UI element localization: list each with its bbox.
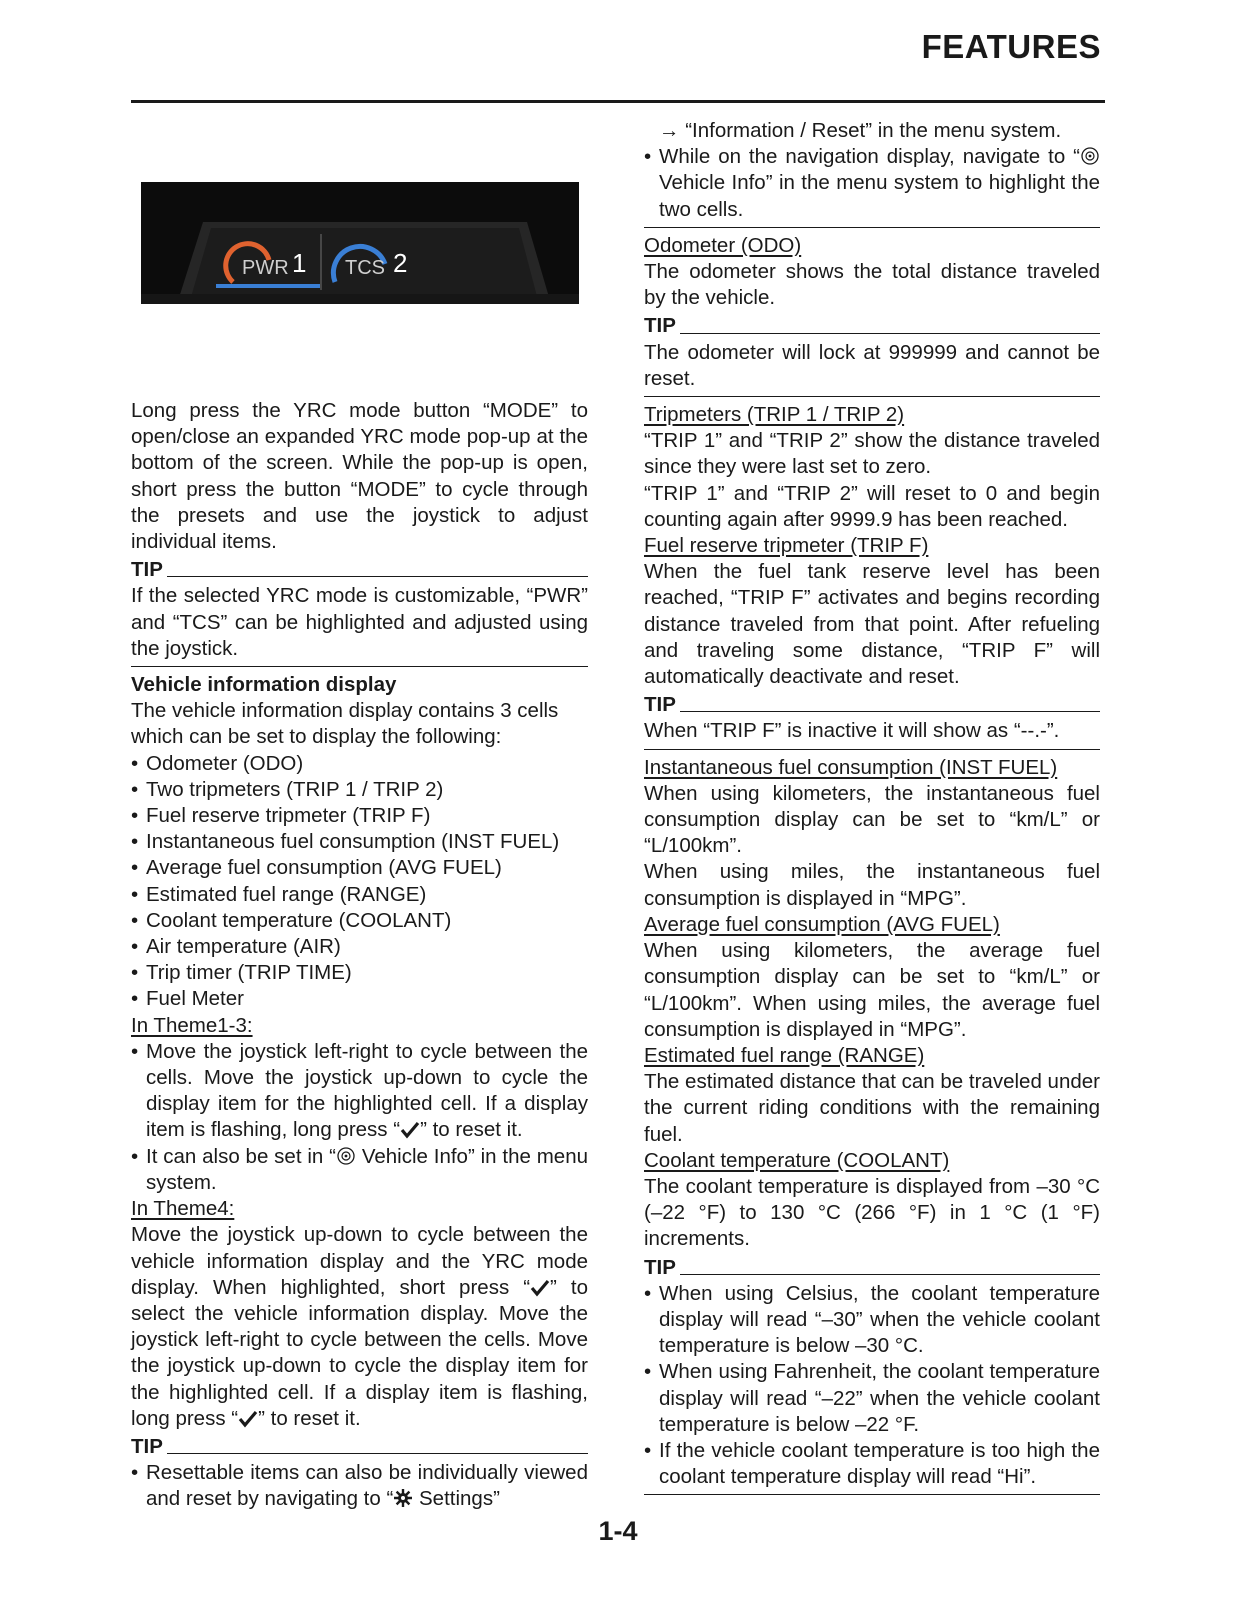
avg-heading: Average fuel consumption (AVG FUEL) <box>644 912 1000 936</box>
list-item: • Estimated fuel range (RANGE) <box>131 882 588 908</box>
vehicle-info-icon <box>1080 146 1100 166</box>
check-icon <box>238 1410 258 1428</box>
tip-bullet: • If the vehicle coolant temperature is too high the coolant temperature display will read “Hi”. <box>644 1438 1100 1490</box>
inst-heading: Instantaneous fuel consumption (INST FUEL) <box>644 755 1058 779</box>
tip-bullet: • When using Fahrenheit, the coolant temperature display will read “–22” when the vehicle coolant temperature is below –22 °F. <box>644 1359 1100 1438</box>
yrc-mode-display-image <box>141 182 579 304</box>
coolant-text: The coolant temperature is displayed from –30 °C (–22 °F) to 130 °C (266 °F) in 1 °C (1 °F) increments. <box>644 1174 1100 1251</box>
coolant-heading: Coolant temperature (COOLANT) <box>644 1148 950 1172</box>
tip-text: When “TRIP F” is inactive it will show as “--.-”. <box>644 719 1060 743</box>
tip-heading: TIP <box>131 1434 588 1460</box>
left-column <box>131 398 588 1513</box>
intro-paragraph: Long press the YRC mode button “MODE” to open/close an expanded YRC mode pop-up at the bottom of the screen. While the pop-up is open, short press the button “MODE” to cycle through the presets and use the joystick to adjust individual items. <box>131 399 588 554</box>
tip-end-rule <box>644 227 1100 228</box>
pwr-label: PWR <box>242 257 289 279</box>
theme4-heading: In Theme4: <box>131 1197 235 1221</box>
vehicle-info-icon <box>336 1146 356 1166</box>
tip-text: The odometer will lock at 999999 and cannot be reset. <box>644 340 1100 390</box>
tripf-text: When the fuel tank reserve level has been reached, “TRIP F” activates and begins recording distance traveled from that point. After refueling and traveling some distance, “TRIP F” will automatically deactivate and reset. <box>644 560 1100 689</box>
page-number: 1-4 <box>598 1516 638 1546</box>
tip-bullet: • Resettable items can also be individually viewed and reset by navigating to “ Settings” <box>131 1460 588 1512</box>
header-rule <box>131 100 1105 103</box>
section-intro: The vehicle information display contains 3 cells which can be set to display the following: <box>131 699 559 749</box>
check-icon <box>530 1279 550 1297</box>
trip-text: “TRIP 1” and “TRIP 2” will reset to 0 and begin counting again after 9999.9 has been reached. <box>644 481 1100 531</box>
list-item: • Coolant temperature (COOLANT) <box>131 908 588 934</box>
tip-heading: TIP <box>644 1255 1100 1281</box>
list-item: • Fuel Meter <box>131 986 588 1012</box>
list-item: • Trip timer (TRIP TIME) <box>131 960 588 986</box>
avg-text: When using kilometers, the average fuel consumption display can be set to “km/L” or “L/100km”. When using miles, the average fuel consumption is displayed in “MPG”. <box>644 939 1100 1041</box>
list-item: • Air temperature (AIR) <box>131 934 588 960</box>
page-header-title: FEATURES <box>921 28 1101 65</box>
pwr-value: 1 <box>292 248 307 278</box>
range-text: The estimated distance that can be traveled under the current riding conditions with the remaining fuel. <box>644 1070 1100 1146</box>
trip-heading: Tripmeters (TRIP 1 / TRIP 2) <box>644 403 905 427</box>
trip-text: “TRIP 1” and “TRIP 2” show the distance traveled since they were last set to zero. <box>644 429 1100 479</box>
tip-end-rule <box>644 1494 1100 1495</box>
tcs-value: 2 <box>393 248 408 278</box>
tip-text: If the selected YRC mode is customizable, “PWR” and “TCS” can be highlighted and adjusted using the joystick. <box>131 584 588 660</box>
check-icon <box>400 1121 420 1139</box>
tip-heading: TIP <box>644 692 1100 718</box>
right-column <box>644 118 1100 1500</box>
theme13-bullet: • It can also be set in “ Vehicle Info” in the menu system. <box>131 1144 588 1196</box>
continued-line: → “Information / Reset” in the menu system. <box>659 119 1062 142</box>
list-item: • Fuel reserve tripmeter (TRIP F) <box>131 803 588 829</box>
list-item: • Average fuel consumption (AVG FUEL) <box>131 855 588 881</box>
inst-text: When using miles, the instantaneous fuel consumption is displayed in “MPG”. <box>644 860 1100 910</box>
tip-end-rule <box>131 666 588 667</box>
list-item: • Instantaneous fuel consumption (INST FUEL) <box>131 829 588 855</box>
section-heading: Vehicle information display <box>131 673 397 697</box>
tip-end-rule <box>644 749 1100 750</box>
theme13-heading: In Theme1-3: <box>131 1013 253 1037</box>
gear-icon <box>393 1488 413 1508</box>
range-heading: Estimated fuel range (RANGE) <box>644 1043 925 1067</box>
tcs-label: TCS <box>345 257 385 279</box>
nav-bullet: • While on the navigation display, navigate to “ Vehicle Info” in the menu system to highlight the two cells. <box>644 144 1100 223</box>
tip-bullet: • When using Celsius, the coolant temperature display will read “–30” when the vehicle coolant temperature is below –30 °C. <box>644 1281 1100 1360</box>
pwr-highlight-bar <box>216 284 320 288</box>
list-item: • Odometer (ODO) <box>131 751 588 777</box>
tip-heading: TIP <box>644 313 1100 339</box>
tripf-heading: Fuel reserve tripmeter (TRIP F) <box>644 534 929 558</box>
list-item: • Two tripmeters (TRIP 1 / TRIP 2) <box>131 777 588 803</box>
tip-end-rule <box>644 396 1100 397</box>
theme13-bullet: • Move the joystick left-right to cycle between the cells. Move the joystick up-down to cycle the display item for the highlighted cell. If a display item is flashing, long press “ ” to reset it. <box>131 1039 588 1144</box>
odo-heading: Odometer (ODO) <box>644 233 802 257</box>
inst-text: When using kilometers, the instantaneous fuel consumption display can be set to “km/L” or “L/100km”. <box>644 781 1100 858</box>
tip-heading: TIP <box>131 557 588 583</box>
theme4-paragraph: Move the joystick up-down to cycle between the vehicle information display and the YRC mode display. When highlighted, short press “ ” to select the vehicle information display. Move the joystick left-right to cycle between the cells. Move the joystick up-down to cycle the display item for the highlighted cell. If a display item is flashing, long press “ ” to reset it. <box>131 1223 588 1430</box>
odo-text: The odometer shows the total distance traveled by the vehicle. <box>644 260 1100 310</box>
